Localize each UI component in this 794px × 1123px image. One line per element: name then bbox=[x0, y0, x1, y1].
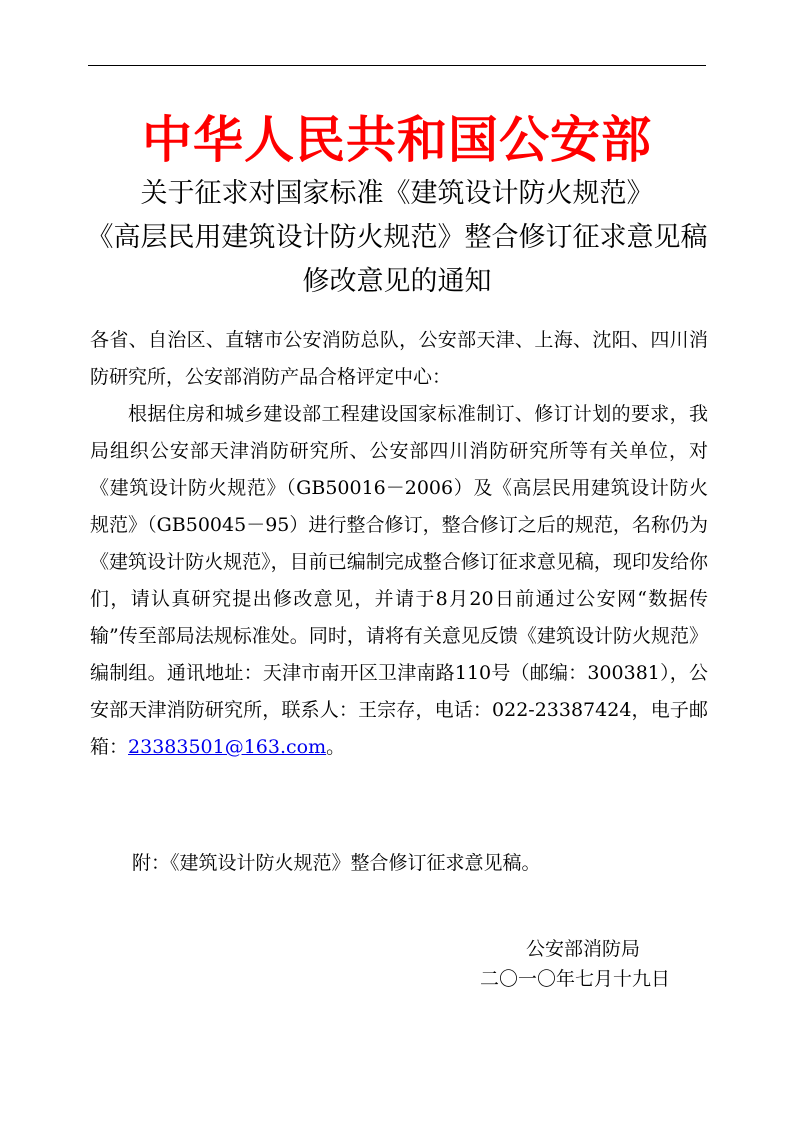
notice-subject bbox=[0, 172, 794, 304]
email-suffix: 。 bbox=[326, 736, 346, 758]
header-rule bbox=[88, 65, 706, 66]
addressee-paragraph: 各省、自治区、直辖市公安消防总队，公安部天津、上海、沈阳、四川消防研究所，公安部消防产品合格评定中心： bbox=[90, 329, 708, 388]
signer-name: 公安部消防局 bbox=[526, 938, 641, 960]
attachment-note: 附：《建筑设计防火规范》整合修订征求意见稿。 bbox=[132, 852, 541, 874]
main-paragraph bbox=[90, 396, 708, 766]
issuing-organization-title: 中华人民共和国公安部 bbox=[142, 111, 652, 169]
main-paragraph-text: 根据住房和城乡建设部工程建设国家标准制订、修订计划的要求，我局组织公安部天津消防研究所、公安部四川消防研究所等有关单位，对《建筑设计防火规范》（GB50016－2006）及《高层民用建筑设计防火规范》（GB50045－95）进行整合修订，整合修订之后的规范，名称仍为《建筑设计防火规范》，目前已编制完成整合修订征求意见稿，现印发给你们，请认真研究提出修改意见，并请于8月20日前通过公安网“数据传输”传至部局法规标准处。同时，请将有关意见反馈《建筑设计防火规范》编制组。通讯地址：天津市南开区卫津南路110号（邮编：300381），公安部天津消防研究所，联系人：王宗存，电话：022-23387424，电子邮箱： bbox=[90, 403, 708, 758]
subject-line-1: 关于征求对国家标准《建筑设计防火规范》 bbox=[140, 178, 654, 209]
sign-date: 二〇一〇年七月十九日 bbox=[480, 968, 671, 990]
subject-line-2: 《高层民用建筑设计防火规范》整合修订征求意见稿 bbox=[86, 222, 708, 253]
email-link[interactable]: 23383501@163.com bbox=[128, 736, 327, 758]
notice-body bbox=[90, 322, 708, 766]
subject-line-3: 修改意见的通知 bbox=[302, 266, 492, 297]
